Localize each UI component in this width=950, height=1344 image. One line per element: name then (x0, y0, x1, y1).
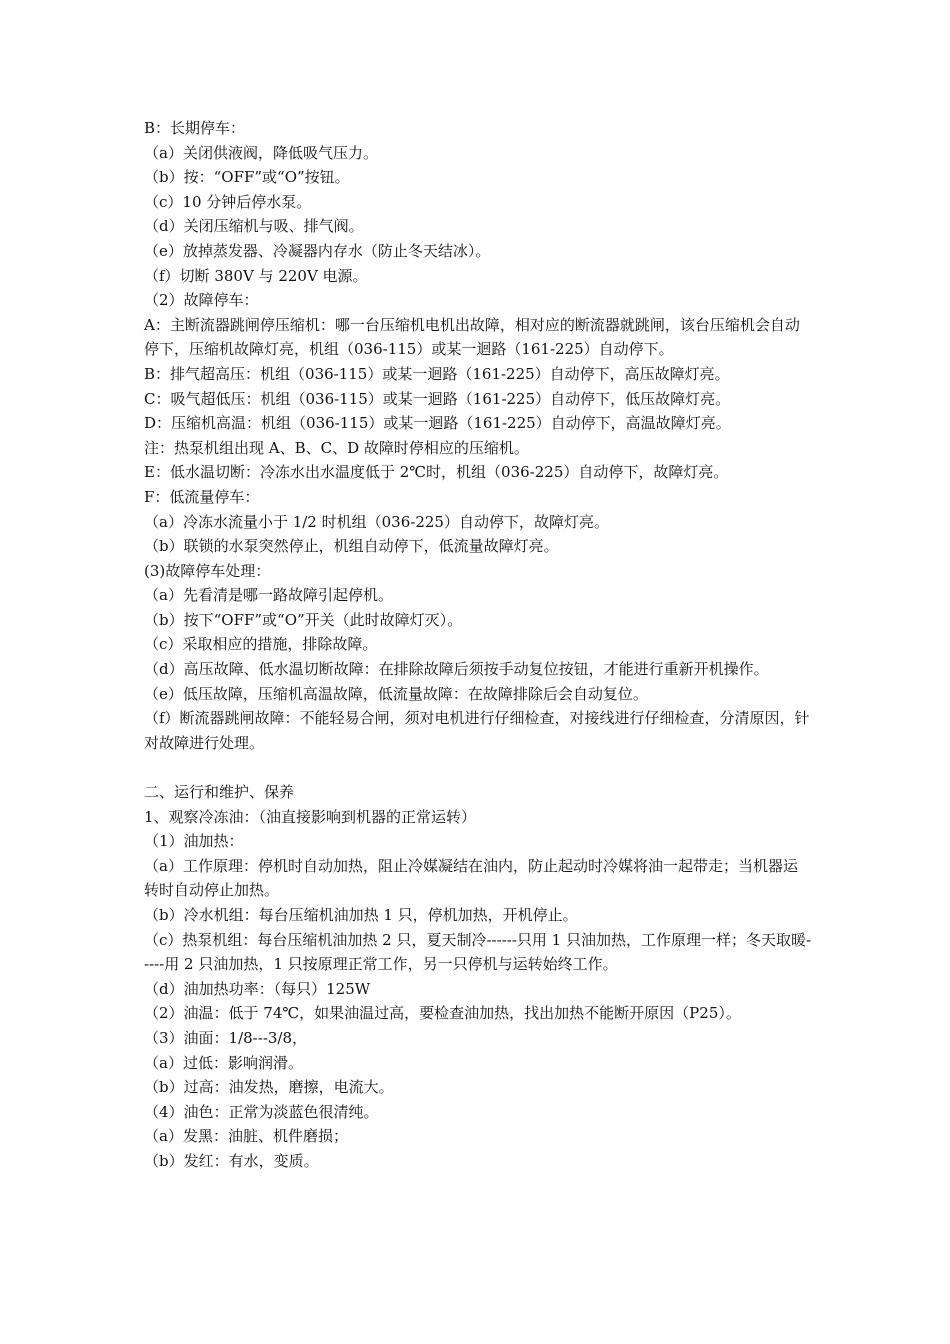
section-heading: (3)故障停车处理： (144, 561, 271, 580)
list-item: （a）发黑：油脏、机件磨损； (144, 1127, 348, 1146)
list-item: （e）放掉蒸发器、冷凝器内存水（防止冬天结冰）。 (144, 241, 491, 260)
list-item: （d）高压故障、低水温切断故障：在排除故障后须按手动复位按钮，才能进行重新开机操作。 (144, 660, 769, 679)
list-item: （a）先看清是哪一路故障引起停机。 (144, 586, 393, 605)
list-item: （c）热泵机组：每台压缩机油加热 2 只，夏天制冷------只用 1 只油加热，工作原理一样；冬天取暖-----用 2 只油加热，1 只按原理正常工作，另一只停机与运转始终工作。 (144, 930, 812, 974)
subsection-heading: （4）油色：正常为淡蓝色很清纯。 (144, 1102, 379, 1121)
section-heading: 1、观察冷冻油：（油直接影响到机器的正常运转） (144, 807, 477, 826)
paragraph: E：低水温切断：冷冻水出水温度低于 2℃时，机组（036-225）自动停下，故障灯亮。 (144, 463, 729, 482)
list-item: （d）关闭压缩机与吸、排气阀。 (144, 217, 364, 236)
paragraph: C：吸气超低压：机组（036-115）或某一迴路（161-225）自动停下，低压故障灯亮。 (144, 389, 731, 408)
subsection-heading: （3）油面：1/8---3/8， (144, 1028, 308, 1047)
subsection-heading: （1）油加热： (144, 832, 244, 851)
list-item: （f）切断 380V 与 220V 电源。 (144, 266, 368, 285)
list-item: （a）关闭供液阀，降低吸气压力。 (144, 143, 378, 162)
subsection-heading: （2）油温：低于 74℃，如果油温过高，要检查油加热，找出加热不能断开原因（P25）。 (144, 1004, 741, 1023)
paragraph: A：主断流器跳闸停压缩机：哪一台压缩机电机出故障，相对应的断流器就跳闸，该台压缩机会自动停下，压缩机故障灯亮，机组（036-115）或某一迴路（161-225）自动停下。 (144, 315, 800, 359)
list-item: （d）油加热功率：（每只）125W (144, 979, 371, 998)
list-item: （a）冷冻水流量小于 1/2 时机组（036-225）自动停下，故障灯亮。 (144, 512, 609, 531)
list-item: （c）采取相应的措施，排除故障。 (144, 635, 378, 654)
blank-line (144, 755, 812, 780)
list-item: （a）过低：影响润滑。 (144, 1053, 303, 1072)
document-body (144, 116, 812, 1174)
list-item: （c）10 分钟后停水泵。 (144, 192, 312, 211)
list-item: （a）工作原理：停机时自动加热，阻止冷媒凝结在油内，防止起动时冷媒将油一起带走；当机器运转时自动停止加热。 (144, 856, 798, 900)
list-item: （b）按：“OFF”或“O”按钮。 (144, 168, 350, 187)
list-item: （b）发红：有水，变质。 (144, 1151, 319, 1170)
chapter-heading: 二、运行和维护、保养 (144, 783, 295, 802)
list-item: （f）断流器跳闸故障：不能轻易合闸，须对电机进行仔细检查，对接线进行仔细检查，分清原因，针对故障进行处理。 (144, 709, 810, 752)
section-heading: F：低流量停车： (144, 487, 260, 506)
list-item: （b）冷水机组：每台压缩机油加热 1 只，停机加热，开机停止。 (144, 906, 578, 924)
section-heading: B：长期停车： (144, 119, 246, 137)
list-item: （b）过高：油发热，磨擦，电流大。 (144, 1078, 394, 1097)
paragraph: B：排气超高压：机组（036-115）或某一迴路（161-225）自动停下，高压故障灯亮。 (144, 364, 730, 383)
note: 注：热泵机组出现 A、B、C、D 故障时停相应的压缩机。 (144, 438, 529, 457)
list-item: （b）按下“OFF”或“O”开关（此时故障灯灭）。 (144, 610, 463, 629)
list-item: （b）联锁的水泵突然停止，机组自动停下，低流量故障灯亮。 (144, 537, 559, 556)
section-heading: （2）故障停车： (144, 291, 259, 310)
paragraph: D：压缩机高温：机组（036-115）或某一迴路（161-225）自动停下，高温故障灯亮。 (144, 414, 731, 433)
list-item: （e）低压故障，压缩机高温故障，低流量故障：在故障排除后会自动复位。 (144, 684, 648, 703)
